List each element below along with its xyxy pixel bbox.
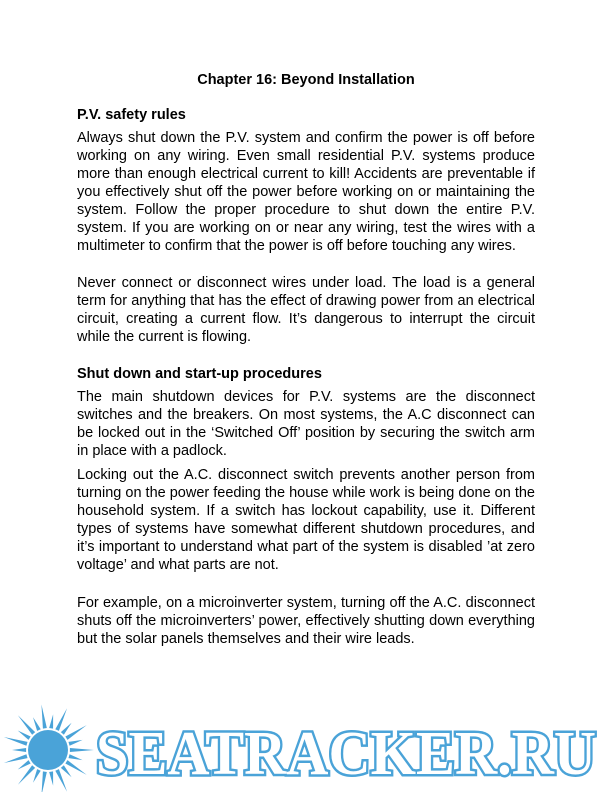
sun-ray (49, 714, 53, 728)
sun-ray (70, 748, 94, 752)
sun-ray (4, 737, 28, 746)
document-page (77, 70, 535, 648)
sun-ray (61, 723, 72, 735)
section-pv-safety-rules (77, 105, 535, 346)
sun-ray (55, 708, 67, 731)
sun-icon (0, 704, 98, 792)
paragraph: Locking out the A.C. disconnect switch prevents another person from turning on the power feeding the house while work is being done on the household system. If a switch has lockout capability, use it. Different types of systems have somewhat different shutdown procedures, and it’s important to understand what part of the system is disabled ’at zero voltage’ and what parts are not. (77, 467, 535, 573)
paragraph: Always shut down the P.V. system and confirm the power is off before working on any wiring. Even small residential P.V. systems produce more than enough electrical current to kill! Accidents are preventable if you effectively shut off the power before working on or maintaining the system. Follow the proper procedure to shut down the entire P.V. system. If you are working on or near any wiring, test the wires with a multimeter to confirm that the power is off before touching any wires. (77, 130, 535, 254)
paragraph: The main shutdown devices for P.V. systems are the disconnect switches and the breakers. On most systems, the A.C disconnect can be locked out in the ‘Switched Off’ position by securing the switch arm in place with a padlock. (77, 389, 535, 459)
watermark-text: SEATRACKER.RU (96, 720, 596, 788)
paragraph: For example, on a microinverter system, turning off the A.C. disconnect shuts off the microinverters’ power, effectively shutting down everything but the solar panels themselves and their wire leads. (77, 595, 535, 647)
sun-ray (18, 731, 31, 740)
watermark (0, 700, 612, 792)
section-heading: P.V. safety rules (77, 107, 186, 123)
sun-ray (33, 717, 41, 731)
chapter-title: Chapter 16: Beyond Installation (197, 72, 415, 88)
sun-ray (68, 740, 82, 746)
sun-ray (12, 748, 26, 752)
paragraph: Never connect or disconnect wires under load. The load is a general term for anything that has the effect of drawing power from an electrical circuit, creating a current flow. It’s dangerous to interrupt the circuit while the current is flowing. (77, 275, 535, 345)
section-shutdown-procedures (77, 364, 535, 648)
sun-ray (41, 704, 46, 728)
section-heading: Shut down and start-up procedures (77, 366, 322, 382)
